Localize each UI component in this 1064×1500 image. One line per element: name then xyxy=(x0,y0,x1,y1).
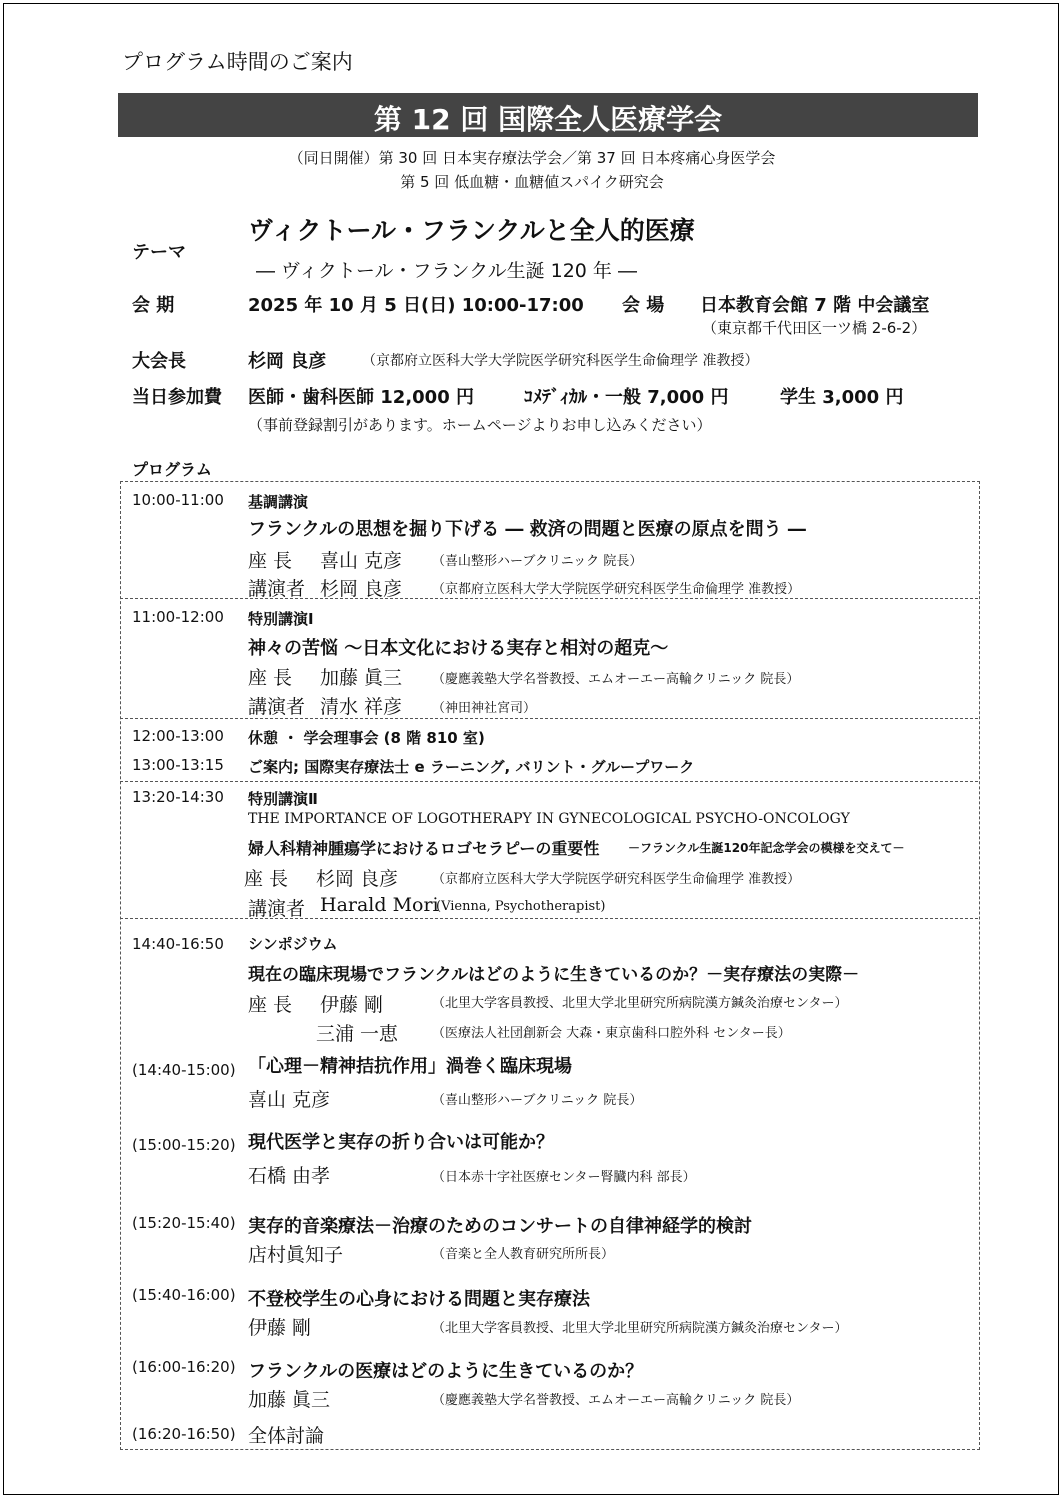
session-time: 14:40-16:50 xyxy=(132,935,224,953)
talk-title: 実存的音楽療法－治療のためのコンサートの自律神経学的検討 xyxy=(248,1216,752,1237)
notice-text: ご案内; 国際実存療法士 e ラーニング, バリント・グループワーク xyxy=(248,758,695,776)
talk-title: 不登校学生の心身における問題と実存療法 xyxy=(248,1289,590,1310)
talk-title: 現代医学と実存の折り合いは可能か？ xyxy=(248,1132,554,1153)
chair-role: 座 長 xyxy=(248,667,293,689)
speaker-name: 清水 祥彦 xyxy=(320,696,403,718)
talk-affiliation: （喜山整形ハーブクリニック 院長） xyxy=(432,1093,643,1108)
speaker-affiliation: （京都府立医科大学大学院医学研究科医学生命倫理学 准教授） xyxy=(432,582,801,597)
speaker-name: Harald Mori xyxy=(320,894,439,916)
talk-time: (14:40-15:00) xyxy=(132,1061,236,1079)
session-time: 13:00-13:15 xyxy=(132,756,224,774)
session-time: 12:00-13:00 xyxy=(132,727,224,745)
talk-title: 「心理－精神拮抗作用」渦巻く臨床現場 xyxy=(248,1056,572,1077)
president-affiliation: （京都府立医科大学大学院医学研究科医学生命倫理学 准教授） xyxy=(362,353,759,369)
chair-affiliation: （京都府立医科大学大学院医学研究科医学生命倫理学 准教授） xyxy=(432,872,801,887)
talk-time: (15:00-15:20) xyxy=(132,1136,236,1154)
page-header: プログラム時間のご案内 xyxy=(122,50,353,74)
talk-affiliation: （慶應義塾大学名誉教授、エムオーエー高輪クリニック 院長） xyxy=(432,1393,800,1408)
president-name: 杉岡 良彦 xyxy=(248,351,327,372)
talk-speaker: 加藤 眞三 xyxy=(248,1389,331,1411)
session-time: 10:00-11:00 xyxy=(132,491,224,509)
theme-main: ヴィクトール・フランクルと全人的医療 xyxy=(248,216,695,245)
chair-role: 座 長 xyxy=(248,550,293,572)
co-event-line-2: 第 5 回 低血糖・血糖値スパイク研究会 xyxy=(400,173,664,191)
chair-name: 杉岡 良彦 xyxy=(316,868,399,890)
chair-affiliation: （医療法人社団創新会 大森・東京歯科口腔外科 センター長） xyxy=(432,1026,791,1041)
talk-speaker: 店村眞知子 xyxy=(248,1244,344,1266)
speaker-affiliation: (Vienna, Psychotherapist) xyxy=(436,899,606,914)
fee-note: （事前登録割引があります。ホームページよりお申し込みください） xyxy=(248,416,712,434)
fee-label: 当日参加費 xyxy=(132,387,222,408)
venue-address: （東京都千代田区一ツ橋 2-6-2） xyxy=(702,319,927,337)
talk-time: (16:00-16:20) xyxy=(132,1358,236,1376)
speaker-role: 講演者 xyxy=(248,696,306,718)
talk-affiliation: （日本赤十字社医療センター腎臓内科 部長） xyxy=(432,1170,696,1185)
speaker-role: 講演者 xyxy=(248,578,306,600)
session-title: フランクルの思想を掘り下げる ― 救済の問題と医療の原点を問う ― xyxy=(248,519,806,540)
session-type: シンポジウム xyxy=(248,935,338,953)
co-event-line-1: （同日開催）第 30 回 日本実存療法学会／第 37 回 日本疼痛心身医学会 xyxy=(288,149,776,167)
session-label: 会 期 xyxy=(132,295,175,316)
discussion-time: (16:20-16:50) xyxy=(132,1425,236,1443)
talk-speaker: 石橋 由孝 xyxy=(248,1165,331,1187)
chair-affiliation: （北里大学客員教授、北里大学北里研究所病院漢方鍼灸治療センター） xyxy=(432,996,848,1011)
discussion-text: 全体討論 xyxy=(248,1425,325,1447)
chair-affiliation: （慶應義塾大学名誉教授、エムオーエー高輪クリニック 院長） xyxy=(432,672,800,687)
chair-name: 加藤 眞三 xyxy=(320,667,403,689)
talk-speaker: 喜山 克彦 xyxy=(248,1089,331,1111)
speaker-role: 講演者 xyxy=(248,898,306,920)
talk-speaker: 伊藤 剛 xyxy=(248,1317,312,1339)
session-title-ja: 婦人科精神腫瘍学におけるロゴセラピーの重要性 xyxy=(248,839,600,858)
session-date: 2025 年 10 月 5 日(日) 10:00-17:00 xyxy=(248,295,584,316)
session-type: 特別講演Ⅰ xyxy=(248,610,314,628)
talk-time: (15:40-16:00) xyxy=(132,1286,236,1304)
venue-label: 会 場 xyxy=(622,295,665,316)
session-time: 13:20-14:30 xyxy=(132,788,224,806)
session-title-note: －フランクル生誕120年記念学会の模様を交えて－ xyxy=(628,841,905,855)
speaker-affiliation: （神田神社宮司） xyxy=(432,701,537,716)
chair-name: 喜山 克彦 xyxy=(320,550,403,572)
talk-title: フランクルの医療はどのように生きているのか？ xyxy=(248,1361,644,1382)
talk-time: (15:20-15:40) xyxy=(132,1214,236,1232)
venue-name: 日本教育会館 7 階 中会議室 xyxy=(700,295,930,316)
session-title: 神々の苦悩 ～日本文化における実存と相対の超克～ xyxy=(248,638,669,659)
fee-doctor: 医師・歯科医師 12,000 円 xyxy=(248,387,474,408)
session-type: 基調講演 xyxy=(248,493,309,511)
chair-affiliation: （喜山整形ハーブクリニック 院長） xyxy=(432,554,643,569)
chair-role: 座 長 xyxy=(244,868,289,890)
fee-comedical: ｺﾒﾃﾞｨｶﾙ・一般 7,000 円 xyxy=(524,387,729,408)
speaker-name: 杉岡 良彦 xyxy=(320,578,403,600)
theme-sub: ― ヴィクトール・フランクル生誕 120 年 ― xyxy=(256,260,637,282)
chair-name: 三浦 一恵 xyxy=(316,1023,399,1045)
talk-affiliation: （音楽と全人教育研究所所長） xyxy=(432,1247,615,1262)
break-text: 休憩 ・ 学会理事会 (8 階 810 室) xyxy=(248,729,485,747)
conference-title: 第 12 回 国際全人医療学会 xyxy=(373,103,723,136)
session-title-en: THE IMPORTANCE OF LOGOTHERAPY IN GYNECOLOGICAL PSYCHO-ONCOLOGY xyxy=(248,811,850,827)
row-divider xyxy=(120,781,978,782)
session-type: 特別講演Ⅱ xyxy=(248,790,318,808)
chair-role: 座 長 xyxy=(248,994,293,1016)
fee-student: 学生 3,000 円 xyxy=(780,387,904,408)
president-label: 大会長 xyxy=(132,351,186,372)
talk-affiliation: （北里大学客員教授、北里大学北里研究所病院漢方鍼灸治療センター） xyxy=(432,1321,848,1336)
theme-label: テーマ xyxy=(132,242,186,263)
program-label: プログラム xyxy=(132,460,212,479)
session-time: 11:00-12:00 xyxy=(132,608,224,626)
chair-name: 伊藤 剛 xyxy=(320,994,384,1016)
session-title: 現在の臨床現場でフランクルはどのように生きているのか？－実存療法の実際－ xyxy=(248,965,860,985)
title-banner xyxy=(118,93,978,137)
